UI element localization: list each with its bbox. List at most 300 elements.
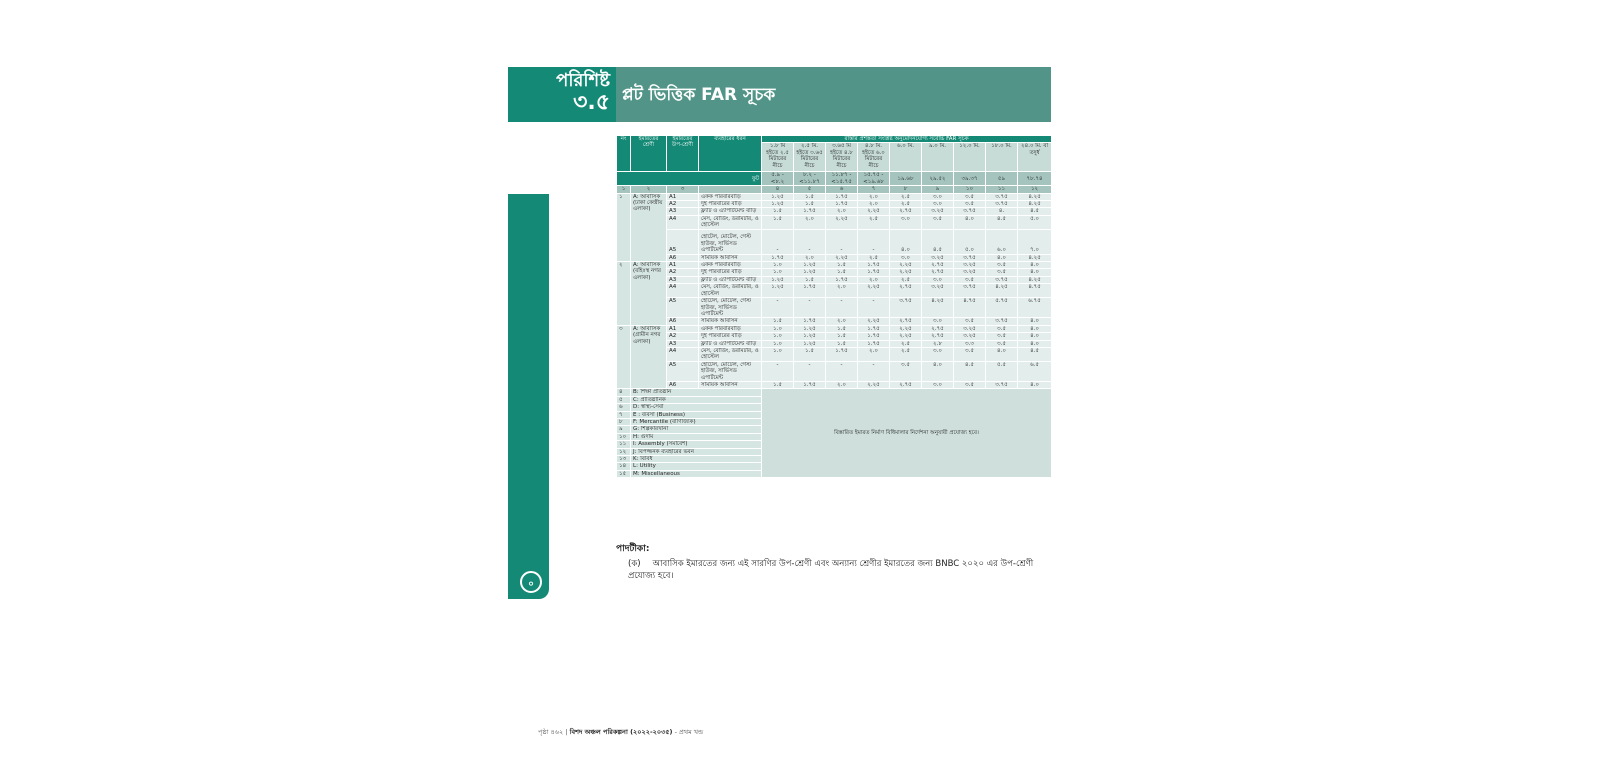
far-value-cell: ৪. (986, 208, 1018, 215)
far-value-cell: ১.৫ (762, 381, 794, 388)
far-value-cell: ২.২৫ (890, 325, 922, 332)
far-value-cell: ১.০ (762, 262, 794, 269)
row-category: D: স্বাস্থ্য-সেবা (631, 404, 762, 411)
far-value-cell: - (762, 229, 794, 254)
far-value-cell: ২.৫ (858, 215, 890, 229)
column-number: ৮ (890, 186, 922, 193)
far-value-cell: ১.৫ (794, 347, 826, 361)
far-value-cell: ২.০ (826, 381, 858, 388)
row-use-type: হোটেল, মোটেল, গেস্ট হাউজ, সার্ভিসড এপার্টমেন্ট (699, 229, 762, 254)
table-row (617, 215, 1052, 229)
col-header-use-type: ব্যবহারের ধরন (699, 136, 762, 172)
row-subcategory: A6 (667, 381, 699, 388)
far-value-cell: ৪.০ (1018, 381, 1052, 388)
far-value-cell: ২.২৫ (858, 318, 890, 325)
row-category: K: বিবিধ (631, 456, 762, 463)
row-category: G: শিল্পকারখানা (631, 426, 762, 433)
far-value-cell: ৩.২৫ (954, 262, 986, 269)
road-width-header: ৩.৬৫ মি হইতে ৪.৮ মিটারের নীচে (826, 143, 858, 172)
far-value-cell: ৩.৭৫ (986, 201, 1018, 208)
row-subcategory: A5 (667, 361, 699, 381)
far-value-cell: ২.৫ (890, 276, 922, 283)
far-table-body (617, 193, 1052, 478)
appendix-number: ৩.৫ (573, 90, 610, 115)
width-range: ৭৮.৭৪ (1018, 172, 1052, 186)
table-row (617, 254, 1052, 261)
far-value-cell: ২.২৫ (858, 381, 890, 388)
far-value-cell: - (858, 361, 890, 381)
far-value-cell: ১.২৫ (794, 340, 826, 347)
col-header-serial: নং (617, 136, 631, 172)
width-range: ২৯.৫২ (922, 172, 954, 186)
far-value-cell: ২.০ (794, 254, 826, 261)
far-value-cell: ৩.০ (922, 276, 954, 283)
far-value-cell: ২.৭৫ (890, 208, 922, 215)
row-use-type: একক পরিবারবাড়ি (699, 193, 762, 200)
appendix-label-block (508, 67, 616, 122)
far-value-cell: ১.৫ (794, 276, 826, 283)
far-value-cell: ৩.৫ (986, 325, 1018, 332)
far-value-cell: ৩.৫ (986, 269, 1018, 276)
far-value-cell: ৪.৫ (1018, 208, 1052, 215)
far-value-cell: ৫.০ (954, 229, 986, 254)
far-value-cell: ৫.০ (1018, 215, 1052, 229)
col-header-far-group: রাস্তার প্রশস্ততা সংশ্লিষ্ট অনুমোদনযোগ্য সর্বোচ্চ FAR সূচক (762, 136, 1052, 143)
row-serial: ৪ (617, 389, 631, 396)
row-use-type: মেস, বোর্ডিং, ডরমিটরি, ও হোস্টেল (699, 215, 762, 229)
col-header-subcategory: ইমারতের উপ-শ্রেণী (667, 136, 699, 172)
far-value-cell: ১.০ (762, 347, 794, 361)
far-value-cell: ১.২৫ (794, 333, 826, 340)
far-value-cell: ২.৫ (890, 340, 922, 347)
far-value-cell: ২.৭৫ (922, 269, 954, 276)
table-row (617, 284, 1052, 298)
far-value-cell: ২.২৫ (858, 284, 890, 298)
row-subcategory: A4 (667, 347, 699, 361)
far-value-cell: ৪.২৫ (1018, 254, 1052, 261)
far-value-cell: ২.০ (858, 193, 890, 200)
far-value-cell: ২.৭৫ (922, 333, 954, 340)
row-serial: ১৫ (617, 470, 631, 477)
row-serial: ৬ (617, 404, 631, 411)
row-serial: ১৪ (617, 463, 631, 470)
table-row (617, 193, 1052, 200)
far-value-cell: ১.৫ (762, 318, 794, 325)
far-value-cell: ২.৭৫ (922, 262, 954, 269)
far-value-cell: ৩.৫ (890, 361, 922, 381)
row-category: A: আবাসিক (বহিঃস্থ নগর এলাকা) (631, 262, 667, 326)
row-subcategory: A5 (667, 229, 699, 254)
far-value-cell: ১.৭৫ (858, 333, 890, 340)
far-value-cell: ২.৫ (858, 254, 890, 261)
table-row (617, 340, 1052, 347)
far-value-cell: ৩.২৫ (954, 333, 986, 340)
far-value-cell: ৩.৫ (986, 333, 1018, 340)
far-value-cell: ১.৫ (826, 333, 858, 340)
far-value-cell: ৪.০ (954, 215, 986, 229)
far-value-cell: ৪.০ (1018, 318, 1052, 325)
row-use-type: একক পরিবারবাড়ি (699, 325, 762, 332)
width-range-row (617, 172, 1052, 186)
row-subcategory: A1 (667, 193, 699, 200)
row-use-type: দুই পরিবারের বাড়ি (699, 201, 762, 208)
column-number: ৪ (762, 186, 794, 193)
row-subcategory: A2 (667, 333, 699, 340)
far-value-cell: ৩.৭৫ (954, 284, 986, 298)
far-value-cell: ২.২৫ (890, 333, 922, 340)
table-row (617, 389, 1052, 396)
far-value-cell: ৪.২৫ (1018, 193, 1052, 200)
far-value-cell: ২.৫ (890, 201, 922, 208)
row-category: I: Assembly (সমাবেশ) (631, 441, 762, 448)
row-serial: ১০ (617, 433, 631, 440)
row-subcategory: A4 (667, 284, 699, 298)
row-use-type: দুই পরিবারের বাড়ি (699, 269, 762, 276)
row-serial: ৮ (617, 419, 631, 426)
far-value-cell: ৪.০ (986, 347, 1018, 361)
far-value-cell: ৩.২৫ (922, 284, 954, 298)
column-number: ১১ (986, 186, 1018, 193)
far-value-cell: ৩.৫ (954, 318, 986, 325)
column-number: ৩ (667, 186, 699, 193)
column-number: ৯ (922, 186, 954, 193)
far-value-cell: - (858, 298, 890, 318)
row-category: C: প্রাতিষ্ঠানিক (631, 396, 762, 403)
column-number: ১২ (1018, 186, 1052, 193)
far-value-cell: ৩.৫ (922, 215, 954, 229)
far-value-cell: ১.০ (762, 325, 794, 332)
far-value-cell: ৩.০ (890, 254, 922, 261)
column-number: ১ (617, 186, 631, 193)
appendix-label (556, 71, 610, 115)
far-value-cell: ৬.৫ (1018, 361, 1052, 381)
far-value-cell: - (858, 229, 890, 254)
far-value-cell: ১.৭৫ (826, 347, 858, 361)
width-unit-label: ফুট (617, 172, 762, 186)
row-use-type: দুই পরিবারের বাড়ি (699, 333, 762, 340)
width-range: ৫.৯ - <৮.২ (762, 172, 794, 186)
far-value-cell: ১.০ (762, 269, 794, 276)
row-category: F: Mercantile (বাণিজ্যিক) (631, 419, 762, 426)
far-value-cell: ৩.২৫ (922, 254, 954, 261)
page-title: প্লট ভিত্তিক FAR সূচক (622, 85, 776, 105)
far-value-cell: ১.০ (762, 333, 794, 340)
row-serial: ১৩ (617, 456, 631, 463)
road-width-header: ১২.০ মি. (954, 143, 986, 172)
far-value-cell: ২.০ (826, 318, 858, 325)
document-title: বিশদ অঞ্চল পরিকল্পনা (২০২২-২০৩৫) (569, 728, 673, 736)
row-category: H: গুদাম (631, 433, 762, 440)
row-use-type: সাময়িক আবাসন (699, 318, 762, 325)
far-value-cell: ২.০ (826, 208, 858, 215)
far-value-cell: ২.২৫ (858, 208, 890, 215)
footnote-title: পাদটীকা: (616, 544, 650, 554)
far-value-cell: ৬.০ (986, 229, 1018, 254)
far-value-cell: ১.২৫ (794, 269, 826, 276)
far-value-cell: ২.৮ (922, 340, 954, 347)
far-value-cell: ১.৭৫ (794, 381, 826, 388)
table-row (617, 269, 1052, 276)
row-serial: ২ (617, 262, 631, 326)
far-value-cell: ২.২৫ (890, 269, 922, 276)
row-category: M: Miscellaneous (631, 470, 762, 477)
far-value-cell: ৩.৫ (986, 262, 1018, 269)
far-value-cell: ২.৫ (890, 193, 922, 200)
far-value-cell: ২.৭৫ (890, 284, 922, 298)
table-row (617, 318, 1052, 325)
far-value-cell: - (826, 298, 858, 318)
row-subcategory: A1 (667, 262, 699, 269)
far-value-cell: ৩.০ (890, 215, 922, 229)
far-value-cell: ১.৭৫ (826, 193, 858, 200)
far-value-cell: ১.২৫ (794, 262, 826, 269)
far-value-cell: ১.২৫ (762, 201, 794, 208)
far-value-cell: ২.২৫ (826, 215, 858, 229)
far-value-cell: ৩.৭৫ (954, 254, 986, 261)
far-value-cell: ৩.৭৫ (890, 298, 922, 318)
far-value-cell: ১.৭৫ (858, 340, 890, 347)
far-value-cell: ১.৭৫ (762, 254, 794, 261)
far-value-cell: ৪.৫ (954, 361, 986, 381)
far-value-cell: ১.৭৫ (826, 276, 858, 283)
far-value-cell: ৪.৫ (986, 215, 1018, 229)
table-row (617, 262, 1052, 269)
row-category: J: বিপজ্জনক ব্যবহারের ভবন (631, 448, 762, 455)
row-subcategory: A3 (667, 276, 699, 283)
far-value-cell: ১.৫ (794, 193, 826, 200)
page-footer (538, 727, 703, 738)
row-serial: ৭ (617, 411, 631, 418)
road-width-header: ২.৫ মি. হইতে ৩.৬৫ মিটারের নীচে (794, 143, 826, 172)
far-value-cell: ৩.৫ (986, 340, 1018, 347)
far-value-cell: ১.২৫ (762, 193, 794, 200)
far-value-cell: ১.৫ (762, 208, 794, 215)
far-value-cell: ৪.৫ (1018, 347, 1052, 361)
road-width-header: ১.৮ মি হইতে ২.৫ মিটারের নীচে (762, 143, 794, 172)
table-row (617, 229, 1052, 254)
far-value-cell: ৩.৫ (954, 193, 986, 200)
far-value-cell: ৪.২৫ (986, 284, 1018, 298)
far-value-cell: ৩.৭৫ (986, 193, 1018, 200)
table-row (617, 381, 1052, 388)
far-value-cell: - (794, 298, 826, 318)
row-serial: ৩ (617, 325, 631, 389)
far-value-cell: - (794, 361, 826, 381)
far-value-cell: ৩.৭৫ (986, 381, 1018, 388)
far-value-cell: ৩.৫ (954, 276, 986, 283)
appendix-label-text: পরিশিষ্ট (556, 70, 610, 91)
side-band (508, 194, 549, 599)
far-value-cell: ৪.০ (1018, 325, 1052, 332)
far-value-cell: ২.০ (858, 347, 890, 361)
far-value-cell: ১.০ (762, 340, 794, 347)
row-use-type: মেস, বোর্ডিং, ডরমিটরি, ও হোস্টেল (699, 347, 762, 361)
table-row (617, 361, 1052, 381)
far-value-cell: - (826, 361, 858, 381)
far-value-cell: ৩.২৫ (954, 325, 986, 332)
far-value-cell: ৫.৭৫ (986, 298, 1018, 318)
row-use-type: ফ্ল্যাট ও এ্যাপার্টমেন্ট বাড়ি (699, 340, 762, 347)
width-range: ৩৯.৩৭ (954, 172, 986, 186)
far-value-cell: ২.৭৫ (890, 318, 922, 325)
row-use-type: মেস, বোর্ডিং, ডরমিটরি, ও হোস্টেল (699, 284, 762, 298)
far-value-cell: - (794, 229, 826, 254)
far-value-cell: ৬.৭৫ (1018, 298, 1052, 318)
far-value-cell: ৩.০ (922, 193, 954, 200)
far-value-cell: ৫.৫ (986, 361, 1018, 381)
row-use-type: একক পরিবারবাড়ি (699, 262, 762, 269)
row-serial: ১ (617, 193, 631, 261)
far-value-cell: ৭.০ (1018, 229, 1052, 254)
row-serial: ১১ (617, 441, 631, 448)
far-value-cell: ৩.৭৫ (986, 276, 1018, 283)
far-value-cell: ৪.৭৫ (1018, 284, 1052, 298)
far-value-cell: ২.০ (826, 284, 858, 298)
far-value-cell: ১.৫ (826, 269, 858, 276)
far-value-cell: - (762, 361, 794, 381)
column-number-row (617, 186, 1052, 193)
far-value-cell: ৩.০ (922, 318, 954, 325)
title-block (616, 67, 1051, 122)
far-value-cell: ২.৭৫ (890, 381, 922, 388)
far-value-cell: ৪.৫ (922, 229, 954, 254)
table-row (617, 347, 1052, 361)
far-value-cell: ২.২৫ (890, 262, 922, 269)
far-value-cell: ২.০ (858, 276, 890, 283)
row-subcategory: A6 (667, 318, 699, 325)
far-value-cell: ১.৫ (826, 340, 858, 347)
row-use-type: হোটেল, মোটেল, গেস্ট হাউজ, সার্ভিসড এপার্টমেন্ট (699, 361, 762, 381)
table-row (617, 201, 1052, 208)
far-value-cell: ৪.০ (922, 361, 954, 381)
row-use-type: ফ্ল্যাট ও এ্যাপার্টমেন্ট বাড়ি (699, 208, 762, 215)
road-width-header: ১৮.০ মি. (986, 143, 1018, 172)
far-value-cell: ৩.৫ (954, 381, 986, 388)
far-table (616, 135, 1052, 478)
row-serial: ৫ (617, 396, 631, 403)
far-value-cell: ১.৫ (826, 325, 858, 332)
row-subcategory: A3 (667, 208, 699, 215)
far-value-cell: ৩.০ (922, 347, 954, 361)
row-category: A: আবাসিক (গ্রামীন নগর এলাকা) (631, 325, 667, 389)
column-number: ২ (631, 186, 667, 193)
far-value-cell: ৩.৫ (954, 201, 986, 208)
far-value-cell: ১.২৫ (762, 284, 794, 298)
far-value-cell: ১.২৫ (762, 276, 794, 283)
far-value-cell: ৩.৫ (954, 347, 986, 361)
far-value-cell: ১.৫ (826, 262, 858, 269)
row-use-type: ফ্ল্যাট ও এ্যাপার্টমেন্ট বাড়ি (699, 276, 762, 283)
row-serial: ৯ (617, 426, 631, 433)
road-width-header: ৪.৮ মি. হইতে ৬.০ মিটারের নীচে (858, 143, 890, 172)
far-value-cell: ১.৭৫ (794, 208, 826, 215)
road-width-header: ২৪.০ মি. বা তদুর্ধ (1018, 143, 1052, 172)
row-subcategory: A1 (667, 325, 699, 332)
far-value-cell: ৩.৭৫ (954, 208, 986, 215)
far-value-cell: ৩.২৫ (922, 208, 954, 215)
far-value-cell: ৪.০ (986, 254, 1018, 261)
row-use-type: সাময়িক আবাসন (699, 381, 762, 388)
far-value-cell: ৩.০ (922, 201, 954, 208)
far-value-cell: ৪.২৫ (1018, 201, 1052, 208)
row-serial: ১২ (617, 448, 631, 455)
road-width-header: ৯.০ মি. (922, 143, 954, 172)
row-category: E : ব্যবসা (Business) (631, 411, 762, 418)
far-value-cell: ৩.৩ (954, 340, 986, 347)
other-categories-note: বিস্তারিত ইমারত নির্মাণ বিধিমালার নির্দেশনা অনুযায়ী প্রযোজ্য হবে। (762, 389, 1052, 478)
column-number: ৫ (794, 186, 826, 193)
far-value-cell: ৪.০ (890, 229, 922, 254)
volume-label: - প্রথম খন্ড (674, 728, 704, 736)
far-value-cell: ১.৭৫ (826, 201, 858, 208)
far-value-cell: - (826, 229, 858, 254)
far-value-cell: ২.০ (858, 201, 890, 208)
road-width-header: ৬.০ মি. (890, 143, 922, 172)
page-number: পৃষ্ঠা ৪৬২ | (538, 728, 568, 736)
far-value-cell: ১.৭৫ (858, 262, 890, 269)
far-value-cell: ৪.০ (1018, 333, 1052, 340)
far-value-cell: - (762, 298, 794, 318)
far-value-cell: ২.০ (794, 215, 826, 229)
width-range: ১৯.৬৮ (890, 172, 922, 186)
row-use-type: হোটেল, মোটেল, গেস্ট হাউজ, সার্ভিসড এপার্টমেন্ট (699, 298, 762, 318)
footnote-item (628, 558, 1038, 582)
far-value-cell: ১.৭৫ (858, 269, 890, 276)
row-subcategory: A6 (667, 254, 699, 261)
far-value-cell: ১.২৫ (794, 325, 826, 332)
row-category: B: শিক্ষা প্রতিষ্ঠান (631, 389, 762, 396)
far-value-cell: ৪.০ (1018, 340, 1052, 347)
row-subcategory: A2 (667, 201, 699, 208)
far-value-cell: ২.৫ (890, 347, 922, 361)
table-row (617, 333, 1052, 340)
far-value-cell: ৩.০ (922, 381, 954, 388)
footnote-text: আবাসিক ইমারতের জন্য এই সারণির উপ-শ্রেণী এবং অন্যান্য শ্রেণীর ইমারতের জন্য BNBC ২০২০ এর উপ-শ্রেণী প্রযোজ্য হবে। (628, 559, 1034, 581)
tag-icon: ⚬ (520, 571, 542, 593)
far-value-cell: ১.৭৫ (858, 325, 890, 332)
far-value-cell: ৪.২৫ (1018, 276, 1052, 283)
far-value-cell: ১.৫ (794, 201, 826, 208)
far-value-cell: ১.৫ (762, 215, 794, 229)
column-number: ৭ (858, 186, 890, 193)
row-subcategory: A5 (667, 298, 699, 318)
column-number: ১০ (954, 186, 986, 193)
table-row (617, 298, 1052, 318)
table-row (617, 325, 1052, 332)
far-value-cell: ৪.০ (1018, 269, 1052, 276)
column-number (699, 186, 762, 193)
far-value-cell: ৪.০ (1018, 262, 1052, 269)
far-value-cell: ৩.২৫ (954, 269, 986, 276)
far-value-cell: ২.২৫ (826, 254, 858, 261)
far-value-cell: ৪.২৫ (922, 298, 954, 318)
row-category: A: আবাসিক (ঢাকা কেন্দ্রীয় এলাকা) (631, 193, 667, 261)
col-header-category: ইমারতের শ্রেণী (631, 136, 667, 172)
row-subcategory: A3 (667, 340, 699, 347)
width-range: ১১.৮৭ - <১৫.৭৫ (826, 172, 858, 186)
width-range: ৫৯ (986, 172, 1018, 186)
table-row (617, 276, 1052, 283)
far-value-cell: ১.৭৫ (794, 284, 826, 298)
far-value-cell: ৩.৭৫ (986, 318, 1018, 325)
width-range: ১৫.৭৫ - <১৯.৬৮ (858, 172, 890, 186)
row-category: L: Utility (631, 463, 762, 470)
far-value-cell: ৪.৭৫ (954, 298, 986, 318)
row-use-type: সাময়িক আবাসন (699, 254, 762, 261)
column-number: ৬ (826, 186, 858, 193)
row-subcategory: A2 (667, 269, 699, 276)
table-row (617, 208, 1052, 215)
